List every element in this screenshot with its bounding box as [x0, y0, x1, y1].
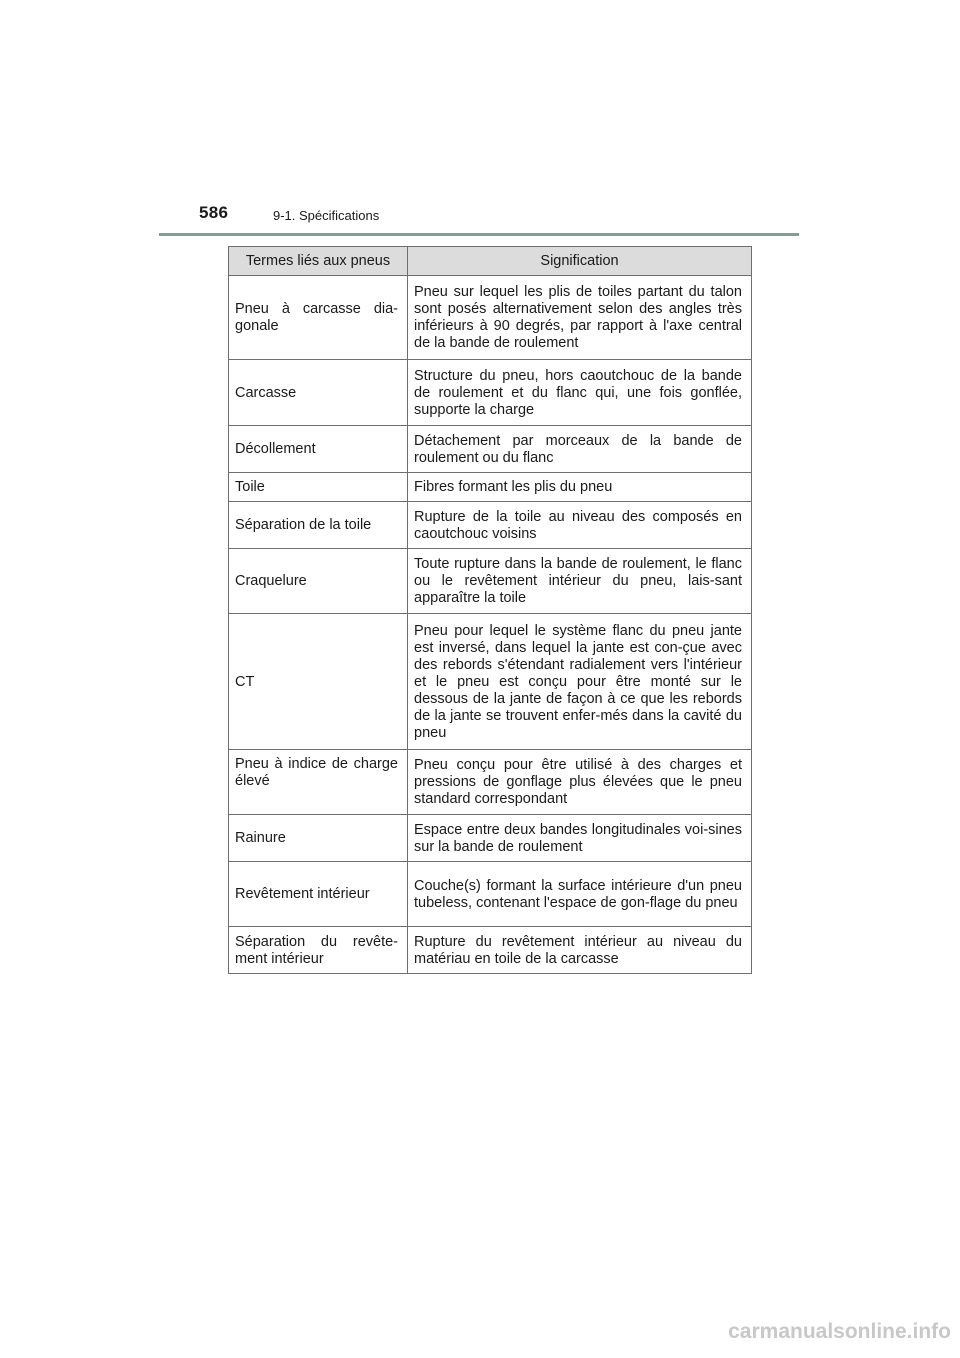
section-label: 9-1. Spécifications [273, 208, 380, 223]
table-row [229, 614, 752, 750]
table-row [229, 502, 752, 549]
definition-cell: Espace entre deux bandes longitudinales voi-sines sur la bande de roulement [408, 815, 752, 862]
header-rule [159, 233, 799, 236]
term-cell: Revêtement intérieur [229, 862, 408, 927]
term-cell: Carcasse [229, 360, 408, 426]
term-cell: Rainure [229, 815, 408, 862]
table-row [229, 549, 752, 614]
definition-cell: Pneu conçu pour être utilisé à des charges et pressions de gonflage plus élevées que le pneu standard correspondant [408, 750, 752, 815]
definition-cell: Pneu pour lequel le système flanc du pneu jante est inversé, dans lequel la jante est con-çue avec des rebords s'étendant radialement vers l'intérieur et le pneu est conçu pour être monté sur le dessous de la jante de façon à ce que les rebords de la jante se trouvent enfer-més dans la cavité du pneu [408, 614, 752, 750]
table-row [229, 360, 752, 426]
definition-cell: Pneu sur lequel les plis de toiles partant du talon sont posés alternativement selon des angles très inférieurs à 90 degrés, par rapport à l'axe central de la bande de roulement [408, 276, 752, 360]
table-row [229, 426, 752, 473]
term-cell: Séparation de la toile [229, 502, 408, 549]
term-cell: CT [229, 614, 408, 750]
table-row [229, 815, 752, 862]
column-header-meaning: Signification [408, 247, 752, 276]
term-cell: Décollement [229, 426, 408, 473]
column-header-term: Termes liés aux pneus [229, 247, 408, 276]
table-row [229, 473, 752, 502]
term-cell: Toile [229, 473, 408, 502]
definition-cell: Rupture de la toile au niveau des composés en caoutchouc voisins [408, 502, 752, 549]
watermark: carmanualsonline.info [728, 1320, 951, 1343]
definition-cell: Rupture du revêtement intérieur au niveau du matériau en toile de la carcasse [408, 927, 752, 974]
table-header-row [229, 247, 752, 276]
term-cell: Craquelure [229, 549, 408, 614]
term-cell: Pneu à indice de charge élevé [229, 750, 408, 815]
definition-cell: Structure du pneu, hors caoutchouc de la bande de roulement et du flanc qui, une fois gonflée, supporte la charge [408, 360, 752, 426]
table-row [229, 276, 752, 360]
page-number: 586 [199, 203, 229, 222]
table-row [229, 862, 752, 927]
table-row [229, 750, 752, 815]
table-row [229, 927, 752, 974]
term-cell: Séparation du revête-ment intérieur [229, 927, 408, 974]
definition-cell: Toute rupture dans la bande de roulement, le flanc ou le revêtement intérieur du pneu, lais-sant apparaître la toile [408, 549, 752, 614]
definition-cell: Détachement par morceaux de la bande de roulement ou du flanc [408, 426, 752, 473]
term-cell: Pneu à carcasse dia-gonale [229, 276, 408, 360]
definition-cell: Couche(s) formant la surface intérieure d'un pneu tubeless, contenant l'espace de gon-flage du pneu [408, 862, 752, 927]
definition-cell: Fibres formant les plis du pneu [408, 473, 752, 502]
tire-terms-table [228, 246, 752, 974]
